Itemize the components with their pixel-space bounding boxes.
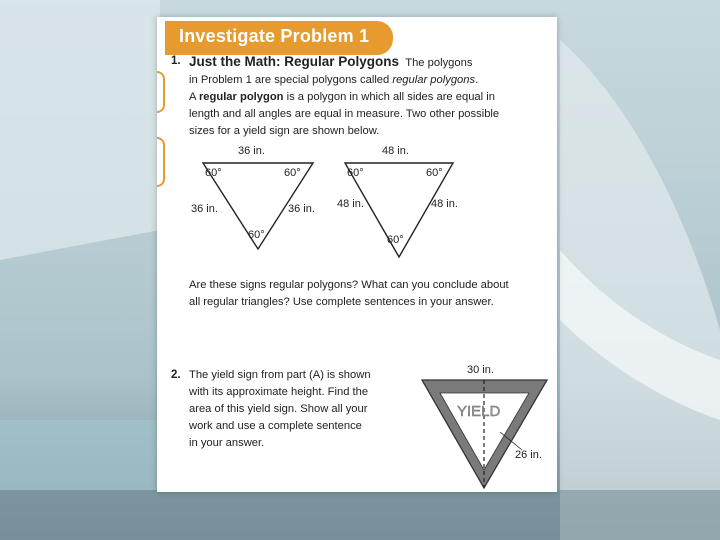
prompt-line-1: Are these signs regular polygons? What can you conclude about [189,279,509,291]
margin-tab [157,71,165,113]
banner-title: Investigate Problem 1 [179,26,370,46]
definition-line-2: length and all angles are equal in measure. Two other possible [189,108,500,120]
small-angle-top-left: 60° [205,167,222,179]
section-banner [165,21,393,55]
question-2-number: 2. [171,369,181,381]
yield-height-label: 26 in. [515,449,542,461]
large-angle-top-right: 60° [426,167,443,179]
margin-tab [157,137,165,187]
def-rest: is a polygon in which all sides are equal in [283,91,495,103]
prompt-line-2: all regular triangles? Use complete sentences in your answer. [189,296,494,308]
small-angle-bottom: 60° [248,229,265,241]
large-angle-top-left: 60° [347,167,364,179]
small-right-side: 36 in. [288,203,315,215]
yield-sign-figure [412,360,557,492]
definition-line-1 [189,89,499,106]
small-left-side: 36 in. [191,203,218,215]
large-angle-bottom: 60° [387,234,404,246]
intro-line-1: The polygons [405,57,473,69]
q2-line-5: in your answer. [189,437,265,449]
question-1-prompt [189,277,509,311]
large-top-side: 48 in. [382,145,409,157]
def-prefix: A [189,91,199,103]
regular-polygon-term: regular polygon [198,91,284,103]
question-2-text [189,367,371,452]
question-1-number: 1. [171,55,181,67]
large-right-side: 48 in. [431,198,458,210]
worksheet-page [157,17,557,492]
yield-top-label: 30 in. [467,364,494,376]
q2-line-4: work and use a complete sentence [189,420,362,432]
definition-line-3: sizes for a yield sign are shown below. [189,125,380,137]
intro-line-2 [189,72,499,89]
yield-word: YIELD [457,403,501,420]
regular-polygons-term: regular polygons [392,74,476,86]
question-1-heading: Just the Math: Regular Polygons [189,54,400,69]
small-triangle-figure [185,141,335,259]
intro-line-2-text: in Problem 1 are special polygons called [189,74,393,86]
q2-line-1: The yield sign from part (A) is shown [189,369,371,381]
small-angle-top-right: 60° [284,167,301,179]
intro-line-2-end: . [475,74,479,86]
large-left-side: 48 in. [337,198,364,210]
question-1-text [189,53,499,140]
large-triangle-figure [335,141,485,269]
small-top-side: 36 in. [238,145,265,157]
q2-line-3: area of this yield sign. Show all your [189,403,368,415]
q2-line-2: with its approximate height. Find the [189,386,369,398]
